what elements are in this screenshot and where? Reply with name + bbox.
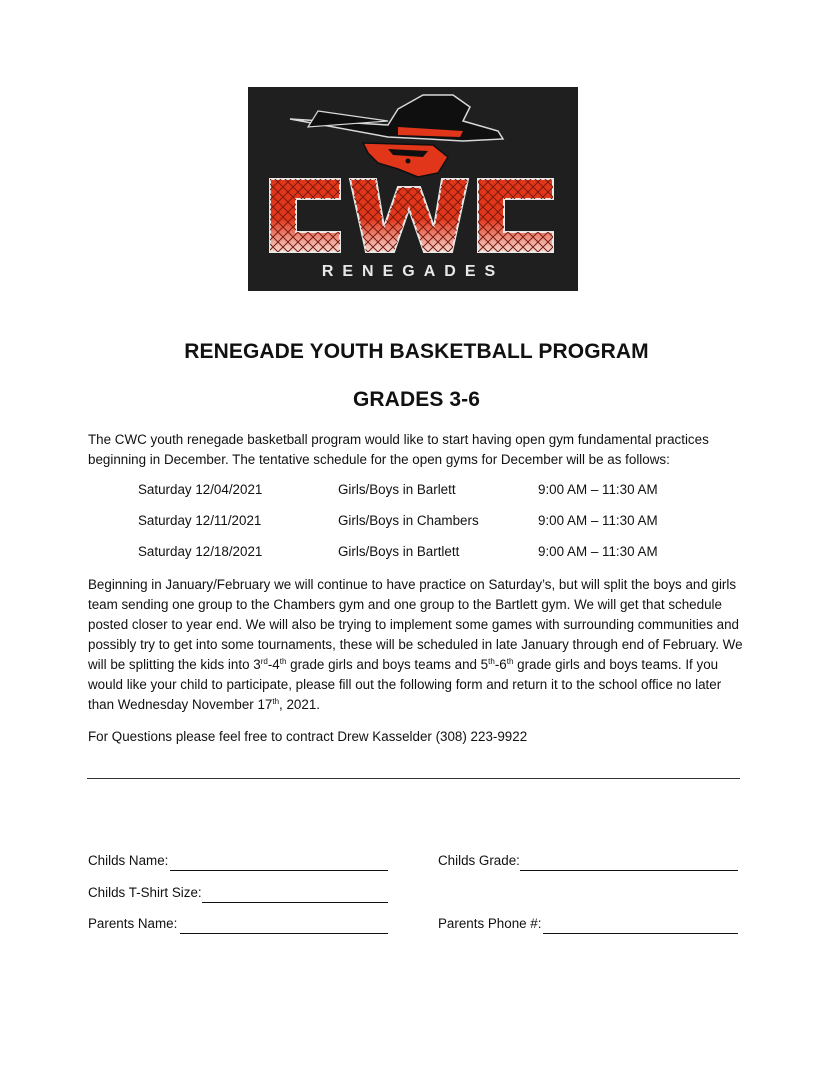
shirt-size-field[interactable]	[88, 885, 388, 905]
child-grade-input-line[interactable]	[520, 870, 738, 871]
details-text: -6	[494, 657, 507, 672]
schedule-date: Saturday 12/04/2021	[138, 482, 263, 497]
parent-phone-label: Parents Phone #:	[438, 916, 542, 931]
cwc-renegades-logo	[248, 87, 578, 291]
superscript: th	[506, 657, 514, 666]
shirt-size-label: Childs T-Shirt Size:	[88, 885, 202, 900]
details-text: -4	[267, 657, 280, 672]
schedule-time: 9:00 AM – 11:30 AM	[538, 513, 658, 528]
parent-phone-input-line[interactable]	[543, 933, 738, 934]
schedule-row	[0, 513, 833, 533]
schedule-date: Saturday 12/11/2021	[138, 513, 262, 528]
details-text: , 2021.	[279, 697, 320, 712]
details-paragraph	[88, 575, 748, 715]
schedule-time: 9:00 AM – 11:30 AM	[538, 482, 658, 497]
hat-icon	[290, 95, 503, 141]
schedule-location: Girls/Boys in Chambers	[338, 513, 479, 528]
superscript: th	[279, 657, 287, 666]
details-text: grade girls and boys teams. If you would like your child to participate, please fill out the following form and return it to the school office no later than Wednesday November 17	[88, 657, 722, 712]
superscript: rd	[260, 657, 268, 666]
child-grade-field[interactable]	[438, 853, 738, 873]
shirt-size-input-line[interactable]	[202, 902, 388, 903]
parent-name-field[interactable]	[88, 916, 388, 936]
superscript: th	[488, 657, 495, 666]
schedule-row	[0, 544, 833, 564]
section-divider	[87, 778, 740, 779]
parent-name-input-line[interactable]	[180, 933, 388, 934]
schedule-time: 9:00 AM – 11:30 AM	[538, 544, 658, 559]
superscript: th	[272, 697, 280, 706]
schedule-row	[0, 482, 833, 502]
child-name-field[interactable]	[88, 853, 388, 873]
page-title: RENEGADE YOUTH BASKETBALL PROGRAM	[184, 340, 649, 363]
logo-graphic	[248, 87, 578, 291]
details-text: Beginning in January/February we will continue to have practice on Saturday’s, but will split the boys and girls team sending one group to the Chambers gym and one group to the Bartlett gym. We will get that schedule posted closer to year end. We will also be trying to implement some games with surrounding communities and possibly try to get into some tournaments, these will be scheduled in late January through end of February. We will be splitting the kids into 3	[88, 577, 743, 672]
child-grade-label: Childs Grade:	[438, 853, 520, 868]
cwc-lettering	[270, 179, 553, 252]
child-name-label: Childs Name:	[88, 853, 169, 868]
parent-name-label: Parents Name:	[88, 916, 178, 931]
schedule-date: Saturday 12/18/2021	[138, 544, 263, 559]
logo-subtext: RENEGADES	[321, 263, 505, 280]
intro-paragraph: The CWC youth renegade basketball program would like to start having open gym fundamental practices beginning in December. The tentative schedule for the open gyms for December will be as follows:	[88, 432, 709, 467]
page-subtitle: GRADES 3-6	[352, 388, 481, 411]
details-text: grade girls and boys teams and 5	[286, 657, 489, 672]
schedule-location: Girls/Boys in Bartlett	[338, 544, 460, 559]
contact-line: For Questions please feel free to contract Drew Kasselder (308) 223-9922	[88, 729, 528, 744]
parent-phone-field[interactable]	[438, 916, 738, 936]
child-name-input-line[interactable]	[170, 870, 388, 871]
bandit-mask-icon	[363, 143, 448, 177]
schedule-location: Girls/Boys in Barlett	[338, 482, 456, 497]
